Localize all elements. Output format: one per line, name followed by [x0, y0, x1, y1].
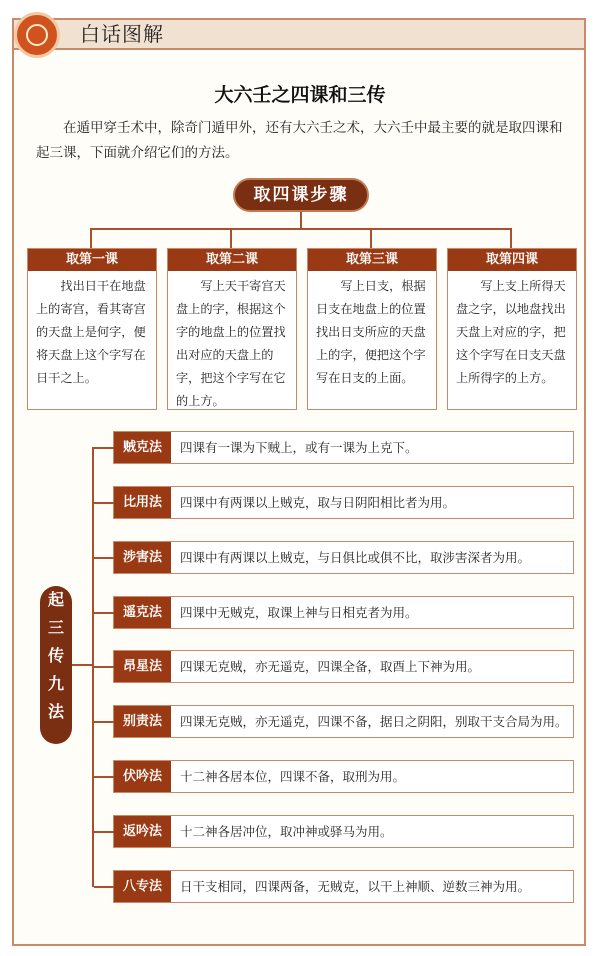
method-desc: 四课有一课为下贼上，或有一课为上克下。 — [180, 440, 418, 455]
methods-label-char: 九 — [47, 674, 64, 693]
page-title: 大六壬之四课和三传 — [214, 84, 386, 106]
method-name: 遥克法 — [114, 597, 171, 628]
step-card-3 — [307, 248, 437, 410]
method-desc: 四课无克贼，亦无遥克，四课全备，取酉上下神为用。 — [180, 659, 481, 674]
method-row-2 — [113, 486, 574, 519]
method-row-7 — [113, 760, 574, 793]
method-name: 昂星法 — [114, 651, 171, 682]
row-connector — [94, 666, 114, 668]
header-title: 白话图解 — [80, 22, 164, 46]
methods-connector-link — [72, 664, 93, 666]
method-row-6 — [113, 705, 574, 738]
method-row-9 — [113, 870, 574, 903]
step-card-1 — [27, 248, 157, 410]
step-card-2 — [167, 248, 297, 410]
step-text: 找出日干在地盘上的寄宫，看其寄宫的天盘上是何字，便将天盘上这个字写在日干之上。 — [36, 279, 146, 385]
method-row-5 — [113, 650, 574, 683]
methods-label-char: 法 — [47, 702, 64, 721]
step-text: 写上支上所得天盘之字，以地盘找出天盘上对应的字，把这个字写在日支天盘上所得字的上方。 — [456, 279, 566, 385]
method-name: 比用法 — [114, 487, 171, 518]
steps-connector-stem — [300, 211, 302, 229]
row-connector — [94, 502, 114, 504]
steps-connector-drop-3 — [370, 228, 372, 248]
step-title: 取第一课 — [28, 249, 156, 271]
row-connector — [94, 721, 114, 723]
method-desc: 日干支相同，四课两备，无贼克，以干上神顺、逆数三神为用。 — [180, 879, 531, 894]
row-connector — [94, 776, 114, 778]
methods-label — [40, 586, 72, 744]
step-text: 写上天干寄宫天盘上的字，根据这个字的地盘上的位置找出对应的天盘上的字，把这个字写在它的上方。 — [176, 279, 286, 408]
steps-label: 取四课步骤 — [233, 178, 369, 212]
row-connector — [94, 557, 114, 559]
method-desc: 十二神各居本位，四课不备，取刑为用。 — [180, 769, 406, 784]
method-name: 伏吟法 — [114, 761, 171, 792]
methods-label-char: 起 — [47, 590, 64, 609]
step-card-4 — [447, 248, 577, 410]
method-name: 返吟法 — [114, 816, 171, 847]
method-desc: 十二神各居冲位，取冲神或驿马为用。 — [180, 824, 393, 839]
row-connector — [94, 831, 114, 833]
row-connector — [94, 612, 114, 614]
method-row-3 — [113, 541, 574, 574]
method-desc: 四课中有两课以上贼克，取与日阴阳相比者为用。 — [180, 495, 456, 510]
step-title: 取第三课 — [308, 249, 436, 271]
logo-seal-icon — [14, 12, 60, 58]
step-title: 取第四课 — [448, 249, 576, 271]
methods-label-char: 传 — [47, 646, 64, 665]
step-text: 写上日支，根据日支在地盘上的位置找出日支所应的天盘上的字，便把这个字写在日支的上面。 — [316, 279, 426, 385]
method-name: 贼克法 — [114, 432, 171, 463]
method-row-8 — [113, 815, 574, 848]
row-connector — [94, 886, 114, 888]
method-row-1 — [113, 431, 574, 464]
method-desc: 四课中有两课以上贼克，与日俱比或俱不比，取涉害深者为用。 — [180, 550, 531, 565]
intro-paragraph: 在遁甲穿壬术中，除奇门遁甲外，还有大六壬之术，大六壬中最主要的就是取四课和起三课，下面就介绍它们的方法。 — [36, 120, 563, 161]
steps-connector-drop-2 — [230, 228, 232, 248]
row-connector — [94, 447, 114, 449]
method-name: 八专法 — [114, 871, 171, 902]
step-title: 取第二课 — [168, 249, 296, 271]
methods-label-char: 三 — [47, 618, 64, 637]
method-row-4 — [113, 596, 574, 629]
method-name: 别责法 — [114, 706, 171, 737]
steps-connector-bar — [90, 228, 510, 230]
steps-connector-drop-1 — [90, 228, 92, 248]
method-name: 涉害法 — [114, 542, 171, 573]
steps-connector-drop-4 — [510, 228, 512, 248]
method-desc: 四课无克贼，亦无遥克，四课不备，据日之阴阳，别取干支合局为用。 — [180, 714, 568, 729]
method-desc: 四课中无贼克，取课上神与日相克者为用。 — [180, 605, 418, 620]
